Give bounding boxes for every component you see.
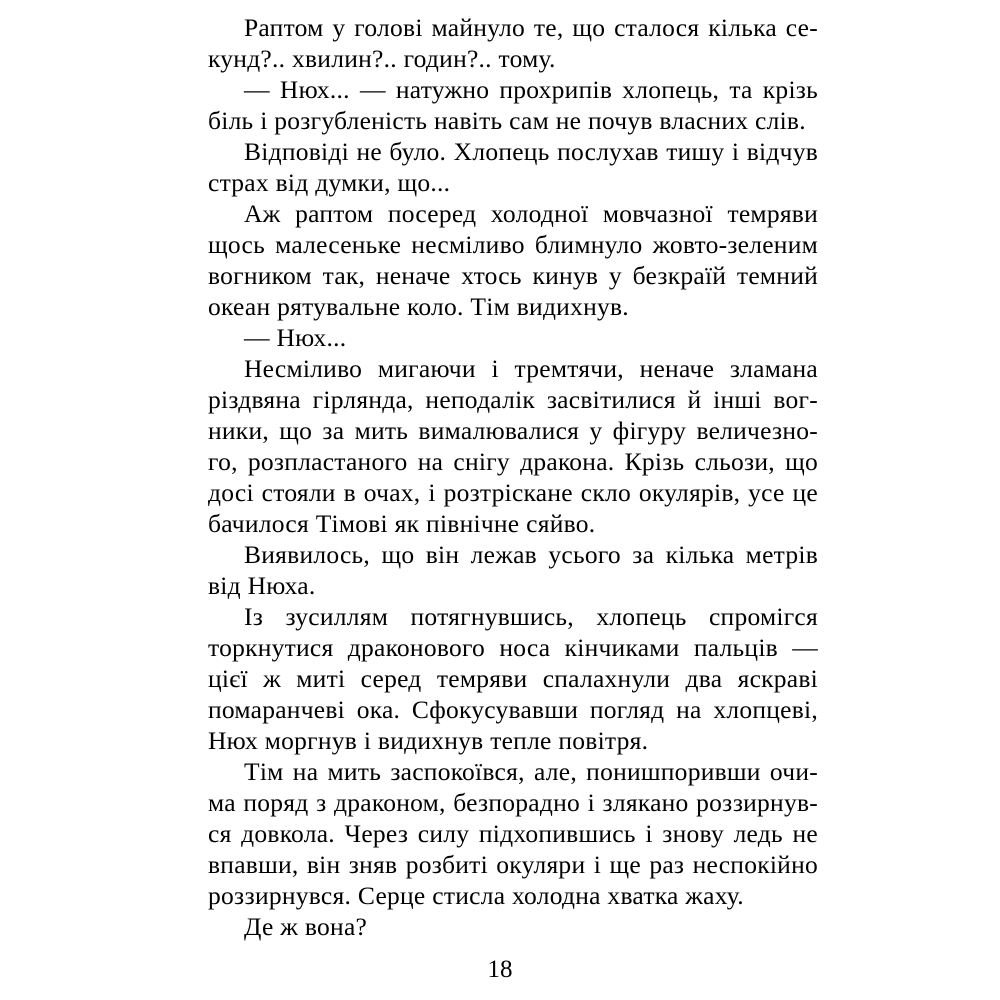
text-line: ся довкола. Через силу підхопившись і знову ледь не bbox=[208, 819, 818, 848]
text-line: від Нюха. bbox=[208, 571, 316, 600]
text-line: Нюх моргнув і видихнув тепле повітря. bbox=[208, 726, 649, 755]
paragraph bbox=[208, 198, 818, 322]
text-line: вогником так, неначе хтось кинув у безкраїй темний bbox=[208, 261, 818, 290]
text-line: кунд?.. хвилин?.. годин?.. тому. bbox=[208, 44, 556, 73]
text-line: го, розпластаного на снігу дракона. Крізь сльози, що bbox=[208, 447, 818, 476]
text-line: Виявилось, що він лежав усього за кілька метрів bbox=[244, 540, 818, 569]
text-line: Де ж вона? bbox=[244, 912, 368, 941]
text-line: біль і розгубленість навіть сам не почув власних слів. bbox=[208, 106, 806, 135]
paragraph bbox=[208, 911, 818, 942]
text-line: — Нюх... bbox=[244, 323, 347, 352]
text-line: досі стояли в очах, і розтріскане скло окулярів, усе це bbox=[208, 478, 818, 507]
text-line: Раптом у голові майнуло те, що сталося кілька се- bbox=[244, 13, 818, 42]
paragraph bbox=[208, 756, 818, 911]
paragraph bbox=[208, 539, 818, 601]
text-line: океан рятувальне коло. Тім видихнув. bbox=[208, 292, 629, 321]
page-number: 18 bbox=[487, 956, 513, 983]
text-line: Аж раптом посеред холодної мовчазної темряви bbox=[244, 199, 818, 228]
text-line: помаранчеві ока. Сфокусувавши погляд на хлопцеві, bbox=[208, 695, 818, 724]
text-line: Тім на мить заспокоївся, але, понишпоривши очи- bbox=[244, 757, 818, 786]
paragraph bbox=[208, 136, 818, 198]
text-line: Несміливо мигаючи і тремтячи, неначе зламана bbox=[244, 354, 818, 383]
text-line: різдвяна гірлянда, неподалік засвітилися й інші вог- bbox=[208, 385, 818, 414]
text-line: торкнутися драконового носа кінчиками пальців — bbox=[208, 633, 818, 662]
text-line: впавши, він зняв розбиті окуляри і ще раз неспокійно bbox=[208, 850, 818, 879]
page-text-column bbox=[208, 12, 818, 942]
text-line: роззирнувся. Серце стисла холодна хватка жаху. bbox=[208, 881, 744, 910]
paragraph bbox=[208, 12, 818, 74]
text-line: — Нюх... — натужно прохрипів хлопець, та крізь bbox=[244, 75, 818, 104]
paragraph bbox=[208, 322, 818, 353]
paragraph bbox=[208, 353, 818, 539]
text-line: бачилося Тімові як північне сяйво. bbox=[208, 509, 596, 538]
text-line: Відповіді не було. Хлопець послухав тишу і відчув bbox=[244, 137, 818, 166]
text-line: ма поряд з драконом, безпорадно і злякано роззирнув- bbox=[208, 788, 818, 817]
paragraph bbox=[208, 74, 818, 136]
text-line: цієї ж миті серед темряви спалахнули два яскраві bbox=[208, 664, 818, 693]
paragraph bbox=[208, 601, 818, 756]
text-line: Із зусиллям потягнувшись, хлопець спромігся bbox=[244, 602, 818, 631]
text-line: щось малесеньке несміливо блимнуло жовто-зеленим bbox=[208, 230, 818, 259]
text-line: ники, що за мить вималювалися у фігуру величезно- bbox=[208, 416, 818, 445]
text-line: страх від думки, що... bbox=[208, 168, 451, 197]
